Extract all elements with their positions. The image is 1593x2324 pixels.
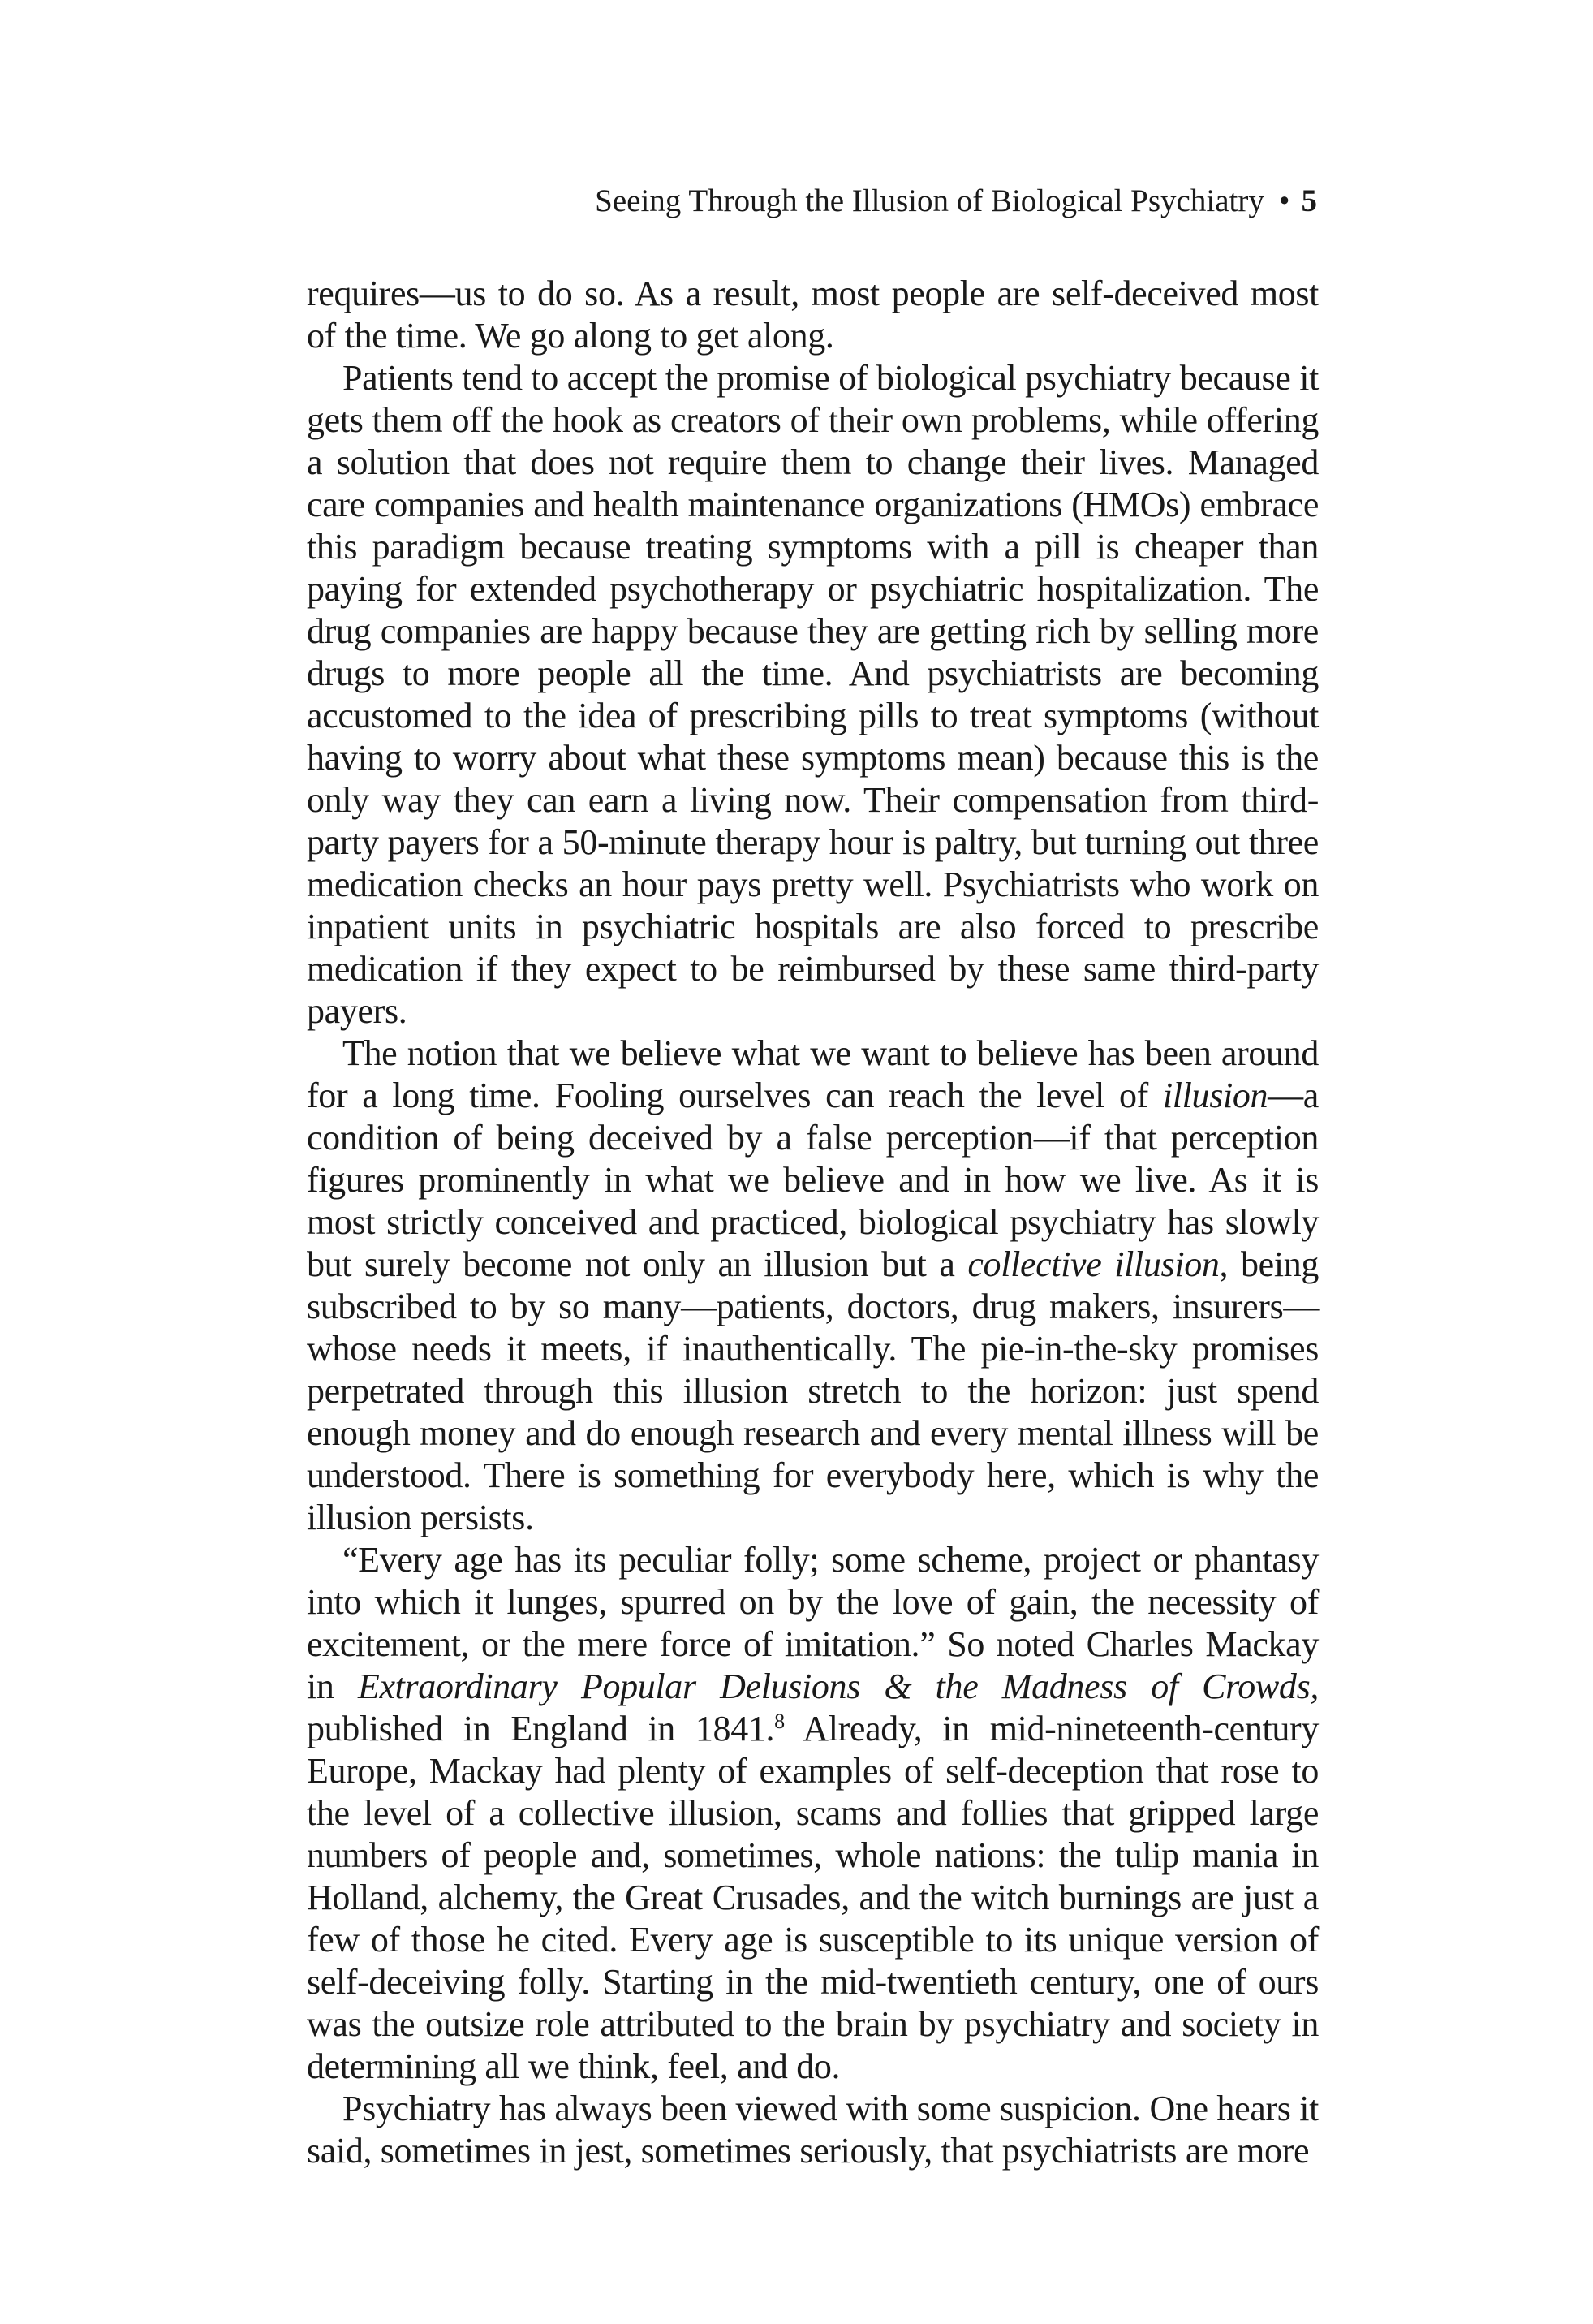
running-title: Seeing Through the Illusion of Biological Psychiatry bbox=[595, 183, 1264, 218]
body-text bbox=[307, 273, 1319, 2172]
paragraph-4-text-c: Already, in mid-nineteenth-century Europe, Mackay had plenty of examples of self-deception that rose to the level of a collective illusion, scams and follies that gripped large numbers of people and, sometimes, whole nations: the tulip mania in Holland, alchemy, the Great Crusades, and the witch burnings are just a few of those he cited. Every age is susceptible to its unique version of self-deceiving folly. Starting in the mid-twentieth century, one of ours was the outsize role attributed to the brain by psychiatry and society in determining all we think, feel, and do. bbox=[307, 1709, 1319, 2086]
paragraph-5 bbox=[307, 2088, 1319, 2172]
italic-term-illusion: illusion bbox=[1162, 1076, 1268, 1115]
paragraph-4-text-b: published in England in 1841. bbox=[307, 1709, 775, 1748]
bullet-separator: • bbox=[1278, 183, 1290, 218]
paragraph-4 bbox=[307, 1539, 1319, 2088]
paragraph-1-text: requires—us to do so. As a result, most people are self-deceived most of the time. We go along to get along. bbox=[307, 274, 1319, 356]
italic-term-collective-illusion: collective illusion bbox=[967, 1244, 1220, 1284]
paragraph-2-text: Patients tend to accept the promise of biological psychiatry because it gets them off the hook as creators of their own problems, while offering a solution that does not require them to change their lives. Managed care companies and health maintenance organizations (HMOs) embrace this paradigm because treating symptoms with a pill is cheaper than paying for extended psychotherapy or psychiatric hospitalization. The drug companies are happy because they are getting rich by selling more drugs to more people all the time. And psychiatrists are becoming accustomed to the idea of prescribing pills to treat symptoms (without having to worry about what these symptoms mean) because this is the only way they can earn a living now. Their compensation from third-party payers for a 50-minute therapy hour is paltry, but turning out three medication checks an hour pays pretty well. Psychiatrists who work on inpatient units in psychiatric hospitals are also forced to prescribe medication if they expect to be reimbursed by these same third-party payers. bbox=[307, 358, 1319, 1031]
running-head bbox=[595, 180, 1317, 222]
paragraph-5-text: Psychiatry has always been viewed with some suspicion. One hears it said, sometimes in jest, sometimes seriously, that psychiatrists are more bbox=[307, 2089, 1319, 2171]
paragraph-3-text-a: The notion that we believe what we want to believe has been around for a long time. Fooling ourselves can reach the level of bbox=[307, 1033, 1319, 1115]
paragraph-2 bbox=[307, 357, 1319, 1033]
paragraph-3-text-b: —a condition of being deceived by a false perception—if that perception figures prominently in what we believe and in how we live. As it is most strictly conceived and practiced, biological psychiatry has slowly but surely become not only an illusion but a bbox=[307, 1076, 1319, 1284]
paragraph-3 bbox=[307, 1033, 1319, 1539]
paragraph-4-text-a: “Every age has its peculiar folly; some scheme, project or phantasy into which it lunges, spurred on by the love of gain, the necessity of excitement, or the mere force of imitation.” So noted Charles Mackay in bbox=[307, 1540, 1319, 1706]
footnote-reference: 8 bbox=[774, 1710, 785, 1733]
page-number: 5 bbox=[1301, 183, 1317, 218]
paragraph-3-text-c: , being subscribed to by so many—patients, doctors, drug makers, insurers—whose needs it meets, if inauthentically. The pie-in-the-sky promises perpetrated through this illusion stretch to the horizon: just spend enough money and do enough research and every mental illness will be understood. There is something for everybody here, which is why the illusion persists. bbox=[307, 1244, 1320, 1537]
book-title: Extraordinary Popular Delusions & the Madness of Crowds, bbox=[357, 1666, 1319, 1706]
paragraph-1 bbox=[307, 273, 1319, 357]
